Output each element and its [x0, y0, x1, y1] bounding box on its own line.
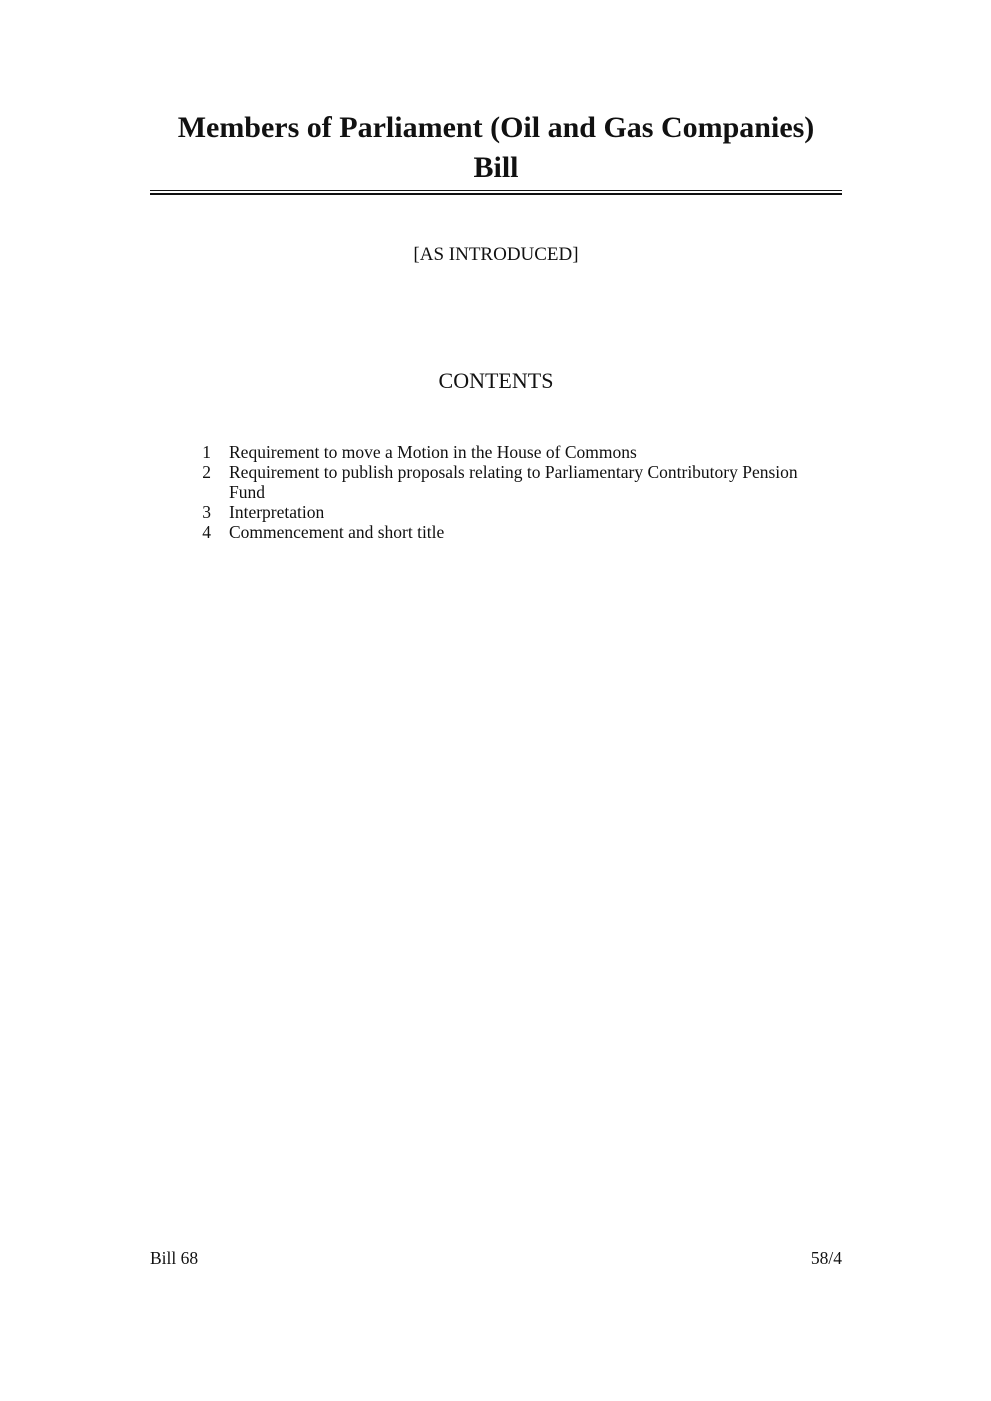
contents-item-text: Requirement to move a Motion in the House of Commons	[229, 442, 637, 462]
contents-item-number: 4	[202, 522, 211, 542]
contents-item-3	[190, 502, 842, 522]
contents-item-number: 1	[202, 442, 211, 462]
bill-title	[150, 108, 842, 188]
bill-number-footer: Bill 68	[150, 1248, 199, 1268]
bill-title-line-1: Members of Parliament (Oil and Gas Companies)	[177, 111, 815, 144]
contents-item-number: 2	[202, 462, 211, 482]
bill-title-line-2: Bill	[473, 151, 519, 184]
session-reference-footer: 58/4	[810, 1248, 842, 1268]
contents-item-text: Requirement to publish proposals relating to Parliamentary Contributory Pension Fund	[229, 462, 798, 502]
contents-item-2	[190, 462, 842, 502]
contents-item-text: Interpretation	[229, 502, 325, 522]
contents-item-1	[190, 442, 842, 462]
contents-item-number: 3	[202, 502, 211, 522]
title-rule-thin	[150, 190, 842, 191]
bill-status: [AS INTRODUCED]	[413, 244, 579, 265]
contents-heading: CONTENTS	[438, 368, 554, 393]
contents-item-4	[190, 522, 842, 542]
contents-item-text: Commencement and short title	[229, 522, 445, 542]
title-rule-thick	[150, 193, 842, 195]
contents-list	[190, 442, 842, 542]
